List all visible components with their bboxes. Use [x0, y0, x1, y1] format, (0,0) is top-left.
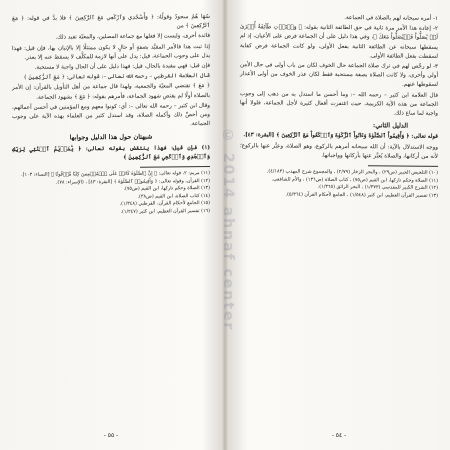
right-footnote-1: (١٠) التلخيص الحبير (ص٢٩) ، والبحر الزخار (٢/٧٩) ، والمجموع شرح المهذب (٤/١٨٣). — [266, 169, 438, 176]
right-section-heading: الدليل الثاني: — [372, 121, 408, 130]
left-footnote-4: (١٤) كتاب الصلاة، ابن القيم (ص٣٨). — [137, 193, 210, 200]
left-page-number: - ٥٥ - — [103, 431, 119, 439]
right-paragraph-3: ٣- لو رخّص لهم في ترك صلاة الجماعة حال الخوف لكان من باب أولى في حال الأمن أولى وأحرى، ولا كانت الصلاة بصفة مستحبة فقط لكان عذر الخوف من أولى الأعذار لسقوطها عنهم. — [240, 62, 438, 89]
book-gutter — [221, 0, 229, 450]
left-footnote-2: (١٢) القرآن، وقوله تعالى: ﴿ وَأَقِيمُوا۟ ٱلصَّلَوٰةَ ﴾ [البقرة: ٤٣] ، (الإسراء: ٧٨). — [55, 178, 210, 186]
left-footnote-1: (١١) مريم: ٢، قوله تعالى: ﴿ إِنَّ ٱلصَّلَوٰةَ كَانَتۡ عَلَى ٱلۡمُؤۡمِنِينَ كِتَٰبٗا مَّوۡقُوتٗا ﴾ [النساء: ١٠٣]. — [21, 171, 210, 178]
right-footnote-4: (١٣) تفسير القرآن العظيم، ابن كثير (١/٥٤٨) ، الجامع لأحكام القرآن (٥/٣٦٤). — [285, 192, 438, 199]
left-paragraph-5: قال العلامة القرطبي – رحمه الله تعالى –: قوله تعالى: ﴿ مَعَ ٱلرَّٰكِعِينَ ﴾ — [23, 73, 210, 82]
left-page — [2, 5, 220, 447]
left-footnote-6: (١٦) تفسير القرآن العظيم، ابن كثير (١/٢٤٧). — [120, 208, 210, 215]
right-verse-intro: قوله تعالى: ﴿ وَأَقِيمُواْ ٱلصَّلَوٰةَ وَءَاتُواْ ٱلزَّكَوٰةَ وَٱرۡكَعُواْ مَعَ ٱلرَّٰكِعِينَ ﴾ [البقرة: ٤٣]. — [243, 132, 438, 141]
left-paragraph-4: فإن قيل: فهي مقيدة بالحال، قيل: فهذا دليل على أن الحال واجبة لا مستحبة. — [34, 62, 210, 71]
watermark-text: © 2014 ahnaf center — [220, 128, 236, 332]
left-paragraph-3: إذا ثبت هذا فالأمر المقيَّد بصفةٍ أو حالٍ لا يكون ممتثلًا إلا بالإتيان بها، فإن قيل: فهذا يدل على وجوب الجماعة، قيل: يدل على أنها لازمة للمكلَّف لا يسقط عنه إلا بعذر. — [12, 43, 210, 61]
left-section-heading: شبهتان حول هذا الدليل وجوابها — [69, 133, 153, 142]
left-paragraph-7: وقال ابن كثير – رحمه الله تعالى –: أي: كونوا معهم ومع المؤمنين في أحسن أعمالهم، ومن أخصِّ ذلك وأكمله الصلاة، وقد استدل كثير من العلماء بهذه الآية على وجوب الجماعة. — [12, 102, 210, 128]
left-objection-text: (١) فإن قيل: فهذا ينتقض بقوله تعالى: ﴿ يَٰمَرۡيَمُ ٱقۡنُتِي لِرَبِّكِ وَٱسۡجُدِي وَٱرۡكَعِي مَعَ ٱلرَّٰكِعِينَ ﴾ — [12, 144, 210, 161]
right-page — [230, 5, 448, 447]
left-paragraph-1: سُهَا هُمُ سجودٌ وقولُهُ: ﴿ وَأَسْجُدِي وَٱرْكَعِي مَعَ ٱلرَّٰكِعِينَ ﴾ فلا بدَّ في قوله: ﴿ مَعَ ٱلرَّٰكِعِينَ ﴾ من — [12, 13, 210, 30]
right-page-number: - ٥٤ - — [331, 431, 347, 439]
right-footnote-2: (١١) الصلاة وحكم تاركها، ابن القيم (ص٧٥) ، كتاب الصلاة (ص١٣٦) ، والأم للشافعي. — [271, 177, 438, 184]
left-footnote-5: (١٥) الجامع لأحكام القرآن، القرطبي (١/٣٤٨). — [119, 201, 210, 208]
right-paragraph-2: ٢- إعادة هذا الأمر مرة ثانية في حق الطائفة الثانية بقوله: ﴿ وَلۡتَأۡتِ طَآئِفَةٌ أُخۡرَىٰ لَمۡ يُصَلُّواْ فَلۡيُصَلُّواْ مَعَكَ ﴾، وفي هذا دليل على أن الجماعة فرض على الأعيان، إذ لم يسقطها سبحانه عن الطائفة الثانية بفعل الأولى، ولو كانت الجماعة فرض كفاية لسقطت بفعل الطائفة الأولى. — [240, 24, 438, 60]
right-paragraph-1: ١- أمره سبحانه لهم بالصلاة في الجماعة. — [344, 15, 438, 22]
footnote-divider — [140, 166, 210, 168]
left-footnote-3: (١٣) الصلاة وحكم تاركها، ابن القيم (ص٧٥). — [123, 186, 210, 193]
left-paragraph-2: فائدة أخرى، وليست إلا فعلها مع جماعة المصلين، والمعيّة تفيد ذلك. — [55, 33, 210, 41]
left-paragraph-6: ﴿ مَعَ ﴾ تقتضي المعيّة والجمعية، ولهذا قال جماعة من أهل التأويل بالقرآن: إن الأمر بالصلاة أولًا لم يقتضِ شهود الجماعة، فأمرهم بقوله: ﴿ مَعَ ﴾ بشهود الجماعة. — [12, 83, 210, 101]
footnote-divider — [368, 165, 438, 167]
right-paragraph-4: قال العلامة ابن كثير – رحمه الله –: وما أحسن ما استدل به من ذهب إلى وجوب الجماعة من هذه الآية الكريمة، حيث اغتفرت أفعال كثيرة لأجل الجماعة، فلولا أنها واجبة لما ساغ ذلك. — [240, 90, 438, 117]
right-footnote-3: (١٢) الشرح الكبير للمقدسي (١/٣٧٣) ، البحر الرائق (١/٣٦٥). — [317, 185, 438, 192]
right-paragraph-5: ووجه الاستدلال بالآية: أن الله سبحانه أمرهم بالركوع، وهو الصلاة، وعبَّر عنها بالركوع؛ لأنه من أركانها، والصلاة يُعبَّر عنها بأركانها وواجباتها. — [240, 142, 438, 160]
